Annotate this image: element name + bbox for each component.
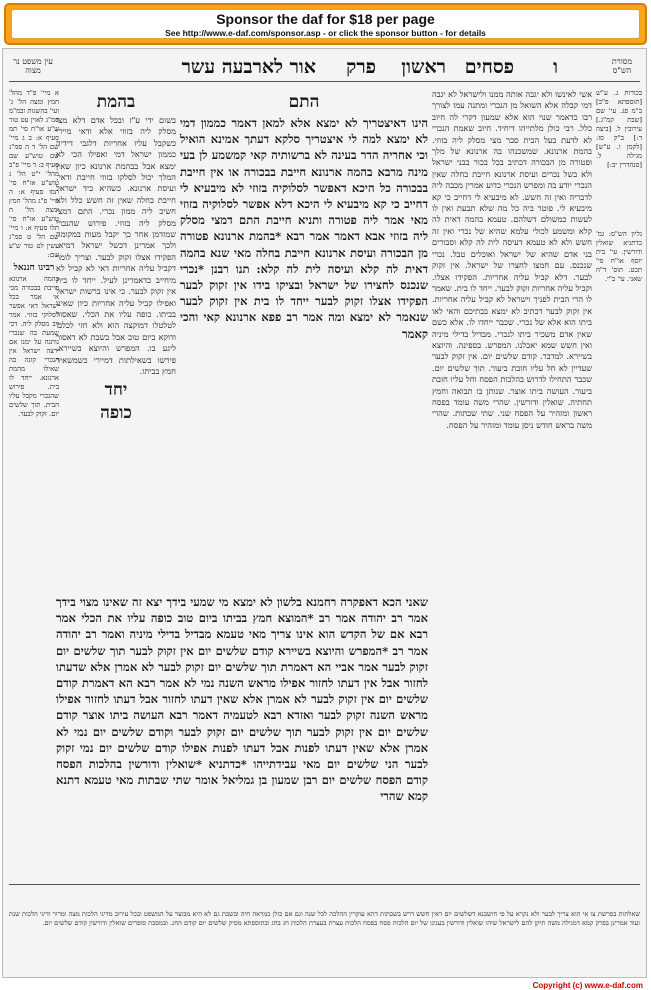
rashi-text: אשי לאינשו ולא יגבה אותה ממנו ולישראל לא יגבה דמי קבלה אלא השואל מן הנכרי ומתנה עמו לצורך רבו כדאמר שנוי הוא אלא שמעון דקרי לה חיוב כלל. רבי כולן מלתייהו דיחיד. חיוב שאמת הנכרי לא לדעת בעל הבית סבר מצי מסלק ליה בזוזי. בהמת ארנונא. שמשכנהו בה ארנונא של מלך ופטורה מן הבכורה דכתיב בכל בכור בבני ישראל ולא בשל נכרים ועיסת ארנונא חייבת בחלה שאין הנכרי יודע בה ומפרש הנכרי כדוע אמרין מכבה ליה לדבריה ואין זה חשש. לא מיבעיא לי דחייב כי קא מיבעיא לי. פוטר ביה כל מה שלא תבעת ואין לו לעשות כמשולם דשלהם. טעמא בהמה דאית לה קלא ומשמע לכולי עלמא שהיא של נכרי ואין זה חשש ולא לא טעמא דעיסה לית לה קלא וסבורים בני אדם שהיא של ישראל ואוכלים טבל. נכרי שנכנס. עם חמצו לחצרו של ישראל. אין זקוק לבער. דלא קביל עליה אחריות. הפקידו אצלו. וקביל עליה אחריות זקוק לבער. ייחד לו בית. שאמר לו הרי הבית לפניך וישראל לא קביל עליה אחריות. אין זקוק לבער דכתיב לא ימצא בבתיכם והאי לאו ביתו הוא אלא של נכרי. שכבר ייחדו לו. אלא כשם שאין אדם משכיר ביתו לנכרי. מבדיל בדילי מיניה ואין חשש שמא יאכלנו. המפרש. בספינה. והיוצא בשיירא. למדבר. קודם שלשים יום. אין זקוק לבער שעדיין לא חל עליו חובת ביעור. תוך שלשים יום. שכבר התחילו לדרוש בהלכות הפסח וחל עליו חובת ביעור. העושה ביתו אוצר. שנותן בו תבואה וחמץ תחתיה. שואלין ודורשין. שהרי משה עומד בפסח ראשון ומזהיר על הפסח שני. שתי שבתות. שהרי משה בראש חודש ניסן עומד ומזהיר על הפסח. [432,89,592,430]
gemara-lower-text: שאני הכא דאפקרה רחמנא בלשון לא ימצא מי שמעי בידך יצא זה שאינו מצוי בידך אמר רב יהודה אמר רב *המוצא חמץ בביתו ביום טוב כופה עליו את הכלי אמר רבא אם של הקדש הוא אינו צריך מאי טעמא מבדיל בדילי מיניה ואמר רב יהודה אמר רב *המפרש והיוצא בשיירא קודם שלשים יום אין זקוק לבער תוך שלשים יום זקוק לבער אמר אביי הא דאמרת תוך שלשים יום זקוק לבער לא אמרן אלא שדעתו לחזור אבל אין דעתו לחזור אפילו מראש השנה נמי לא אמר רבא הא דאמרת קודם שלשים יום אין זקוק לבער לא אמרן אלא שאין דעתו לחזור אבל דעתו לחזור אפילו מראש השנה זקוק לבער ואזדא רבא לטעמיה דאמר רבא העושה ביתו אוצר קודם שלשים יום אין זקוק לבער תוך שלשים יום זקוק לבער וקודם שלשים יום נמי לא אמרן אלא שאין דעתו לפנות אבל דעתו לפנות אפילו קודם שלשים יום נמי זקוק לבער הני שלשים יום מאי עבידתייהו *כדתניא *שואלין ודורשין בהלכות הפסח קודם הפסח שלשים יום רבן שמעון בן גמליאל אומר שתי שבתות מאי טעמא דתנא קמא שהרי [56,595,428,804]
header-divider [9,81,640,82]
tosafot-column [56,89,176,589]
sponsor-title[interactable]: Sponsor the daf for $18 per page [216,11,435,27]
sponsor-banner-body[interactable] [11,9,640,39]
tosafot-text: בשום ידי ע"ז ובכל אדם דלא מצי מסלק ליה בזוזי אלא ודאי מיירי כשקבל עליו אחריות דלגבי דידיה כממון ישראל דמי ואפילו הכי לא ימצא אבל בבהמת ארנונא כיון שאין המלך יכול לסלקו בזוזי חייבת ודאי. ועיסת ארנונא. כשהיא ביד ישראל חייבת בחלה שאין זה חשש כלל ולא חשיב ליה ממון נכרי. התם דמצי מסלק ליה בזוזי. פירוש שהנכרי שמזדמן אחר כך יקבל מעות במקומה ולכך אמרינן דכשל ישראל דמיא. הפקידו אצלו זקוק לבער. וצריך לומר דקביל עליה אחריות דאי לא קביל לא מיחייב כדאמרינן לעיל. ייחד לו בית אין זקוק לבער. כי אינו ברשות ישראל ואפילו קביל עליה אחריות כיון שאינו בביתו. כופה עליו את הכלי. שאסור לטלטלו דמוקצה הוא ולא חזי לכלבו ודוקא ביום טוב אבל בשבת לא דאסור ליגע בו. המפרש והיוצא בשיירא. פירשו בשאילתות דמיירי כשמשאיר חמץ בביתו. [56,115,176,376]
masoret-label: מסורת הש"ס [611,57,633,75]
tosafot-heading-3: כופה [100,403,132,424]
tosafot-heading-2: יחד [104,380,128,401]
masoret-column [596,89,642,889]
page-header [3,55,646,81]
header-chapter: פרק [346,56,376,78]
header-daf-number: ו [553,56,558,78]
gilyon-text: גליון הש"ס: גמ' כדתניא שואלין ודורשין. עי' בית יוסף או"ח סי' תכט. תוס' ד"ה שאני. עי' ב"י. [596,230,642,283]
copyright-link[interactable]: Copyright (c) www.e-daf.com [532,981,643,990]
ein-mishpat-column [9,89,59,879]
rabbeinu-chananel-heading: רבינו חננאל [13,263,55,273]
talmud-page [2,48,647,978]
header-chapter-name: ראשון [401,56,446,78]
rashi-column [432,89,592,879]
ein-mishpat-label: עין משפט נר מצוה [13,57,53,75]
sponsor-banner[interactable] [4,3,647,45]
header-tractate: פסחים [464,56,514,78]
sponsor-subtitle[interactable]: See http://www.e-daf.com/sponsor.asp - or click the sponsor button - for details [165,28,486,38]
bottom-commentary [9,910,640,965]
header-title: אור לארבעה עשר [181,56,316,78]
gemara-text: הינו דאיצטריך לא ימצא אלא למאן דאמר כממון דמי לא ימצא למה לי איצטריך סלקא דעתך אמינא הואיל וכי אחריה הדר בעינה לא ברשותיה קאי קמשמע לן בעי מינה מרבא בהמה ארנונא חייבת בבכורה או אין חייבת בבכורה כל היכא דאפשר לסלוקיה בזוזי לא מיבעיא לי דחייב כי קא מיבעיא לי היכא דלא אפשר לסלוקיה בזוזי מאי אמר ליה פטורה ותניא חייבת התם דמצי מסלק ליה בזוזי אבא דאמר אמר רבא *בהמת ארנונא פטורה מן הבכורה ועיסת ארנונא חייבת בחלה מאי שנא בהמה דאית לה קלא ועיסה לית לה קלא: תנו רבנן *נכרי שנכנס לחצירו של ישראל ובציקו בידו אין זקוק לבער הפקידו אצלו זקוק לבער ייחד לו בית אין זקוק לבער שנאמר לא ימצא ומה אמר רב פפא ארנונא קאי והכי קאמר [180,116,428,341]
tosafot-heading-1: בהמת [96,92,136,112]
ein-mishpat-text: א מיי' פ"ד מהל' חמץ ומצה הל' ג' ועי' בהשגות ובמ"מ סמ"ג לאוין עט טור ש"ע או"ח סי' תמ סעיף א: ב ג מיי' שם הל' ד ה סמ"ג שם טוש"ע שם סעיף ב: ד מיי' פ"ב מהל' י"ט הל' ג טוש"ע או"ח סי' תמו סעיף א: ה מיי' פ"ג מהל' חמץ ומצה הל' ח טוש"ע או"ח סי' תלו סעיף א: ו מיי' שם הל' ט סמ"ג עשין לט טור ש"ע שם: [9,89,59,259]
gemara-opening-word: התם [288,92,320,112]
bottom-commentary-text: שאלתות בפרשת צו אי הוא צריך לבער ולא נקרא על פי חושבנא דשלשים יום דאין חשש דרש בשבתות דהא עוקרין ההלכה לכל שנה וגם אם כולן כמראה חיה ובשבת גם לא היא מבוצר על המשפט ובכל עירוב מדיני הלכות מצה ומרור ודיני הלכות שנת ועוד אמרינן בפרק קמא דמגילה משה תיקן להם לישראל שיהו שואלין ודורשין בענינו של יום הלכות פסח בפסח הלכות עצרת בעצרת הלכות חג בחג ובתוספתא מסיק שלשים יום קודם החג. ובמסכת סופרים שואלין ודורשין קודם שלשים יום. [9,910,640,927]
gemara-column [180,89,428,449]
bottom-divider [9,884,640,885]
rabbeinu-chananel-text: בהמה ארנונא חייבת בבכורה מכי אי אמר בכל ישראל דאי אפשר לסלוקי בזוזי. אמר רב מסלק ליה. דכי שמעת בה שנכרי נותנה על ימנו אם ירצה ישראל אין הנכרי קונה בה שאילו מהמת ארנונא. ייחד לו בית. פירוש שהנכרי מקבל עליו הבית. תוך שלשים יום. זקוק לבער. [9,275,59,418]
masoret-text: בכורות ג. ע"ש [תוספתא פ"ב] ב"מ פג. עי' שם [שבת קמ"ג.] עירובין ל. [ביצה ד:] ב"ק סז: [לקמן ו. ע"ש] מגילה ל. [סנהדרין יב:] [596,89,642,169]
gemara-lower-column [56,594,428,874]
